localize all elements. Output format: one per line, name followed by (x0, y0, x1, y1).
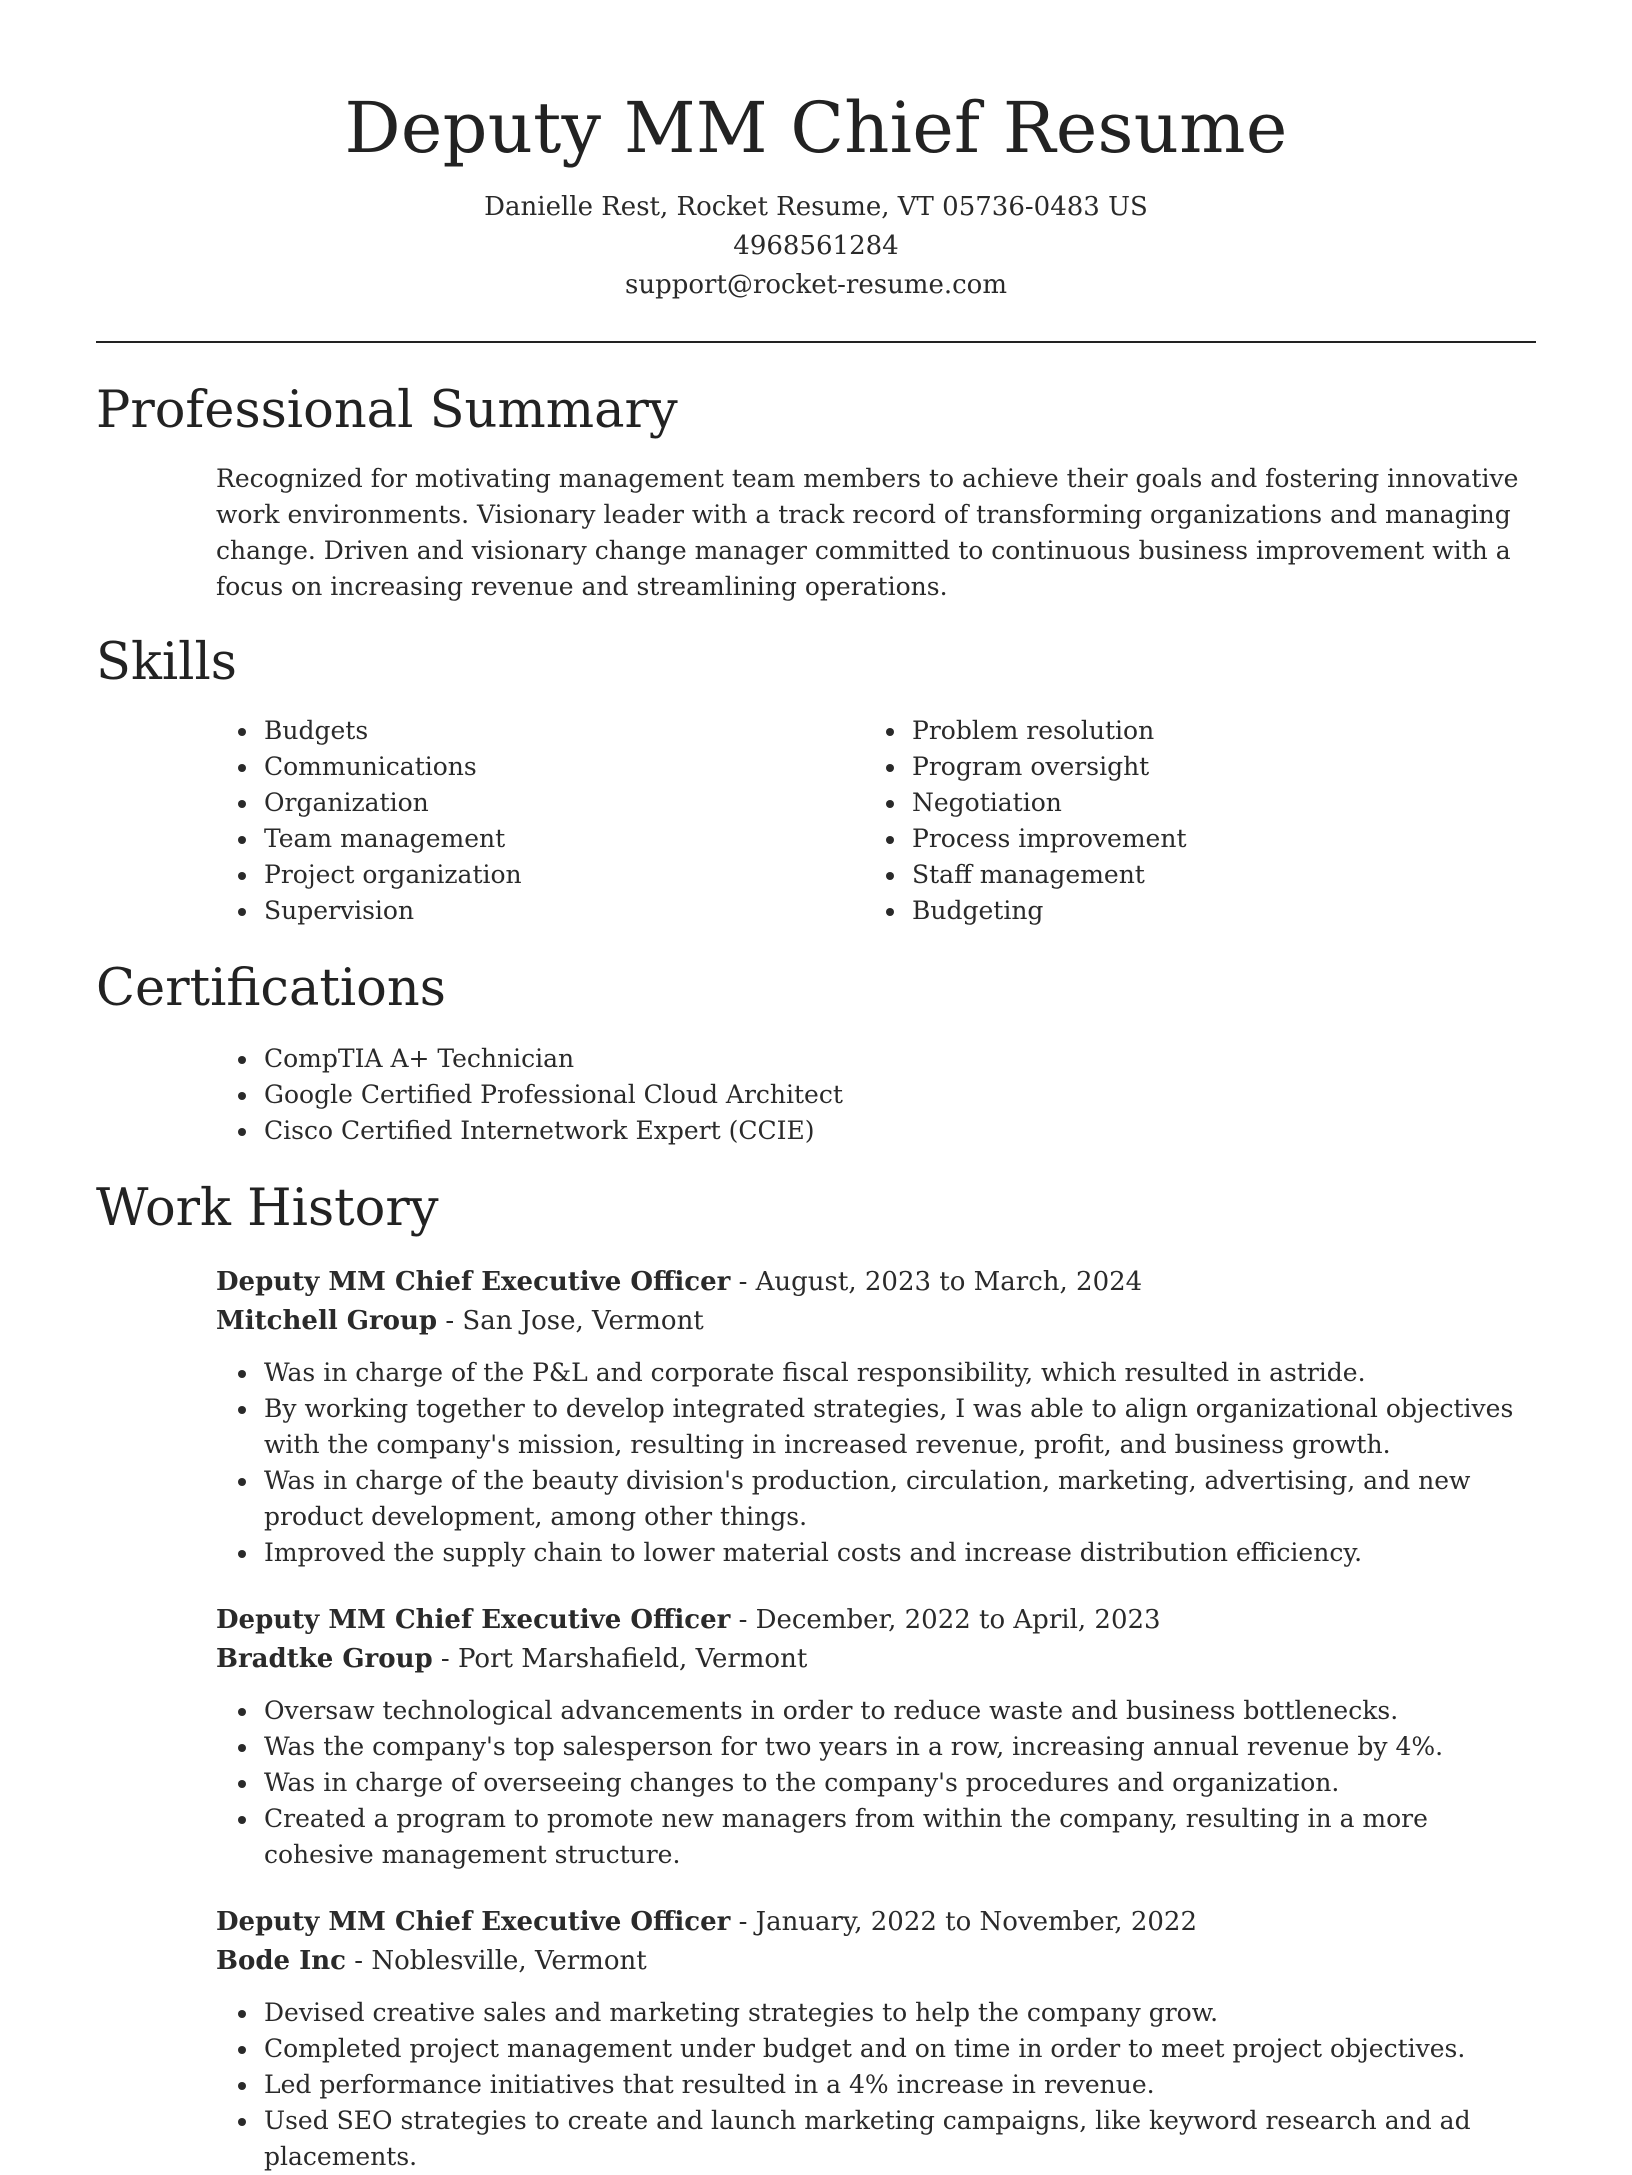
job-title: Deputy MM Chief Executive Officer (216, 1267, 731, 1297)
skill-item: • Negotiation (908, 785, 1394, 821)
company-name: Bradtke Group (216, 1644, 433, 1674)
job-bullet: • Oversaw technological advancements in order to reduce waste and business bottlenecks. (260, 1693, 1540, 1729)
skill-item: • Program oversight (908, 749, 1394, 785)
certifications-heading: Certifications (96, 959, 446, 1018)
job-dates: - January, 2022 to November, 2022 (730, 1907, 1197, 1937)
skill-item: • Supervision (260, 893, 746, 929)
skill-item: • Budgeting (908, 893, 1394, 929)
job-company-line (216, 1942, 1536, 1981)
job-bullet: • Was in charge of the beauty division's production, circulation, marketing, advertising, and new product development, among other things. (260, 1463, 1540, 1535)
job-title: Deputy MM Chief Executive Officer (216, 1605, 731, 1635)
job-bullet: • Devised creative sales and marketing strategies to help the company grow. (260, 1995, 1540, 2031)
skills-list (96, 713, 1536, 929)
certification-item: • Google Certified Professional Cloud Architect (260, 1077, 1536, 1113)
job-dates: - August, 2023 to March, 2024 (730, 1267, 1143, 1297)
certifications-list (96, 1041, 1536, 1149)
work-history-heading: Work History (96, 1179, 439, 1238)
contact-email: support@rocket-resume.com (624, 270, 1007, 300)
skill-item: • Staff management (908, 857, 1394, 893)
job-bullet: • Was the company's top salesperson for two years in a row, increasing annual revenue by 4%. (260, 1729, 1540, 1765)
job-bullet: • Completed project management under budget and on time in order to meet project objectives. (260, 2031, 1540, 2067)
skill-item: • Organization (260, 785, 746, 821)
job-entry (216, 1601, 1536, 1873)
skills-column-right (908, 713, 1394, 929)
skill-item: • Team management (260, 821, 746, 857)
job-bullets (216, 1693, 1540, 1873)
resume-title: Deputy MM Chief Resume (344, 87, 1288, 169)
contact-phone: 4968561284 (733, 231, 899, 261)
skill-item: • Project organization (260, 857, 746, 893)
job-bullet: • Was in charge of the P&L and corporate fiscal responsibility, which resulted in astride. (260, 1355, 1540, 1391)
skills-column-right-wrap (746, 713, 1394, 929)
job-company-line (216, 1640, 1536, 1679)
skills-heading: Skills (96, 633, 237, 692)
header-divider (96, 341, 1536, 343)
resume-page (96, 0, 1536, 2175)
summary-text: Recognized for motivating management team members to achieve their goals and fostering innovative work environments. Visionary leader with a track record of transforming organizations and managing change. Driven and visionary change manager committed to continuous business improvement with a focus on increasing revenue and streamlining operations. (216, 464, 1519, 601)
company-location: - Port Marshafield, Vermont (432, 1644, 808, 1674)
contact-info (96, 188, 1536, 305)
job-bullet: • Led performance initiatives that resulted in a 4% increase in revenue. (260, 2067, 1540, 2103)
company-location: - Noblesville, Vermont (346, 1946, 647, 1976)
skill-item: • Problem resolution (908, 713, 1394, 749)
resume-header (96, 0, 1536, 305)
job-bullet: • Was in charge of overseeing changes to the company's procedures and organization. (260, 1765, 1540, 1801)
job-entry (216, 1263, 1536, 1571)
company-name: Mitchell Group (216, 1306, 438, 1336)
job-bullet: • By working together to develop integrated strategies, I was able to align organizational objectives with the company's mission, resulting in increased revenue, profit, and business growth. (260, 1391, 1540, 1463)
skills-column-left (96, 713, 746, 929)
job-title-line (216, 1601, 1536, 1640)
job-company-line (216, 1302, 1536, 1341)
job-bullet: • Used SEO strategies to create and launch marketing campaigns, like keyword research and ad placements. (260, 2103, 1540, 2175)
job-bullets (216, 1355, 1540, 1571)
certification-item: • Cisco Certified Internetwork Expert (CCIE) (260, 1113, 1536, 1149)
job-title-line (216, 1263, 1536, 1302)
company-name: Bode Inc (216, 1946, 346, 1976)
certification-item: • CompTIA A+ Technician (260, 1041, 1536, 1077)
company-location: - San Jose, Vermont (437, 1306, 704, 1336)
job-dates: - December, 2022 to April, 2023 (730, 1605, 1161, 1635)
skill-item: • Process improvement (908, 821, 1394, 857)
contact-address: Danielle Rest, Rocket Resume, VT 05736-0483 US (484, 192, 1148, 222)
job-title: Deputy MM Chief Executive Officer (216, 1907, 731, 1937)
job-bullets (216, 1995, 1540, 2175)
job-bullet: • Created a program to promote new managers from within the company, resulting in a more cohesive management structure. (260, 1801, 1540, 1873)
job-entry (216, 1903, 1536, 2175)
summary-heading: Professional Summary (96, 381, 678, 440)
skill-item: • Communications (260, 749, 746, 785)
skill-item: • Budgets (260, 713, 746, 749)
job-title-line (216, 1903, 1536, 1942)
job-bullet: • Improved the supply chain to lower material costs and increase distribution efficiency. (260, 1535, 1540, 1571)
